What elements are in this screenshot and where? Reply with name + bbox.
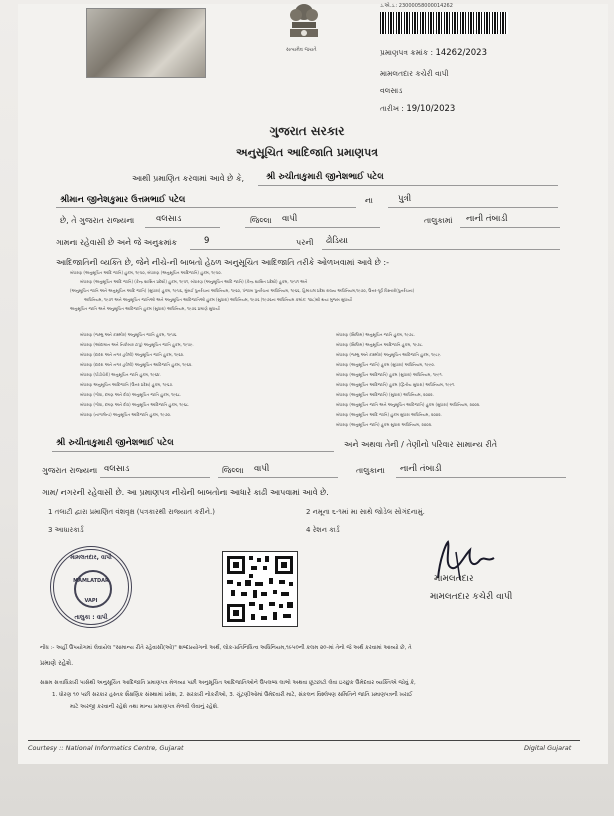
- footer-brand: Digital Gujarat: [524, 744, 572, 752]
- ashoka-emblem-icon: [282, 2, 326, 44]
- district-value-2: વાપી: [282, 214, 298, 224]
- issue-date: તારીખ : 19/10/2023: [380, 104, 456, 114]
- applicant-name-2: શ્રી રુચીતાકુમારી જીનેશભાઈ પટેલ: [56, 438, 174, 448]
- basis-item: 4 રેશન કાર્ડ: [306, 526, 340, 534]
- relation-value: પુત્રી: [398, 194, 412, 204]
- district-value-2-b: વાપી: [254, 464, 270, 474]
- schedule-statement: આદિજાતિની વ્યક્તિ છે, જેને નીચે-ની બાબતો હેઠળ અનુસૂચિત આદિજાતિ તરીકે ઓળખવામાં આવે છે :-: [56, 258, 389, 267]
- order-right-item: બંધારણ (સિક્કિમ) અનુસૂચિત આદિજાતિ હુકમ, ૧૯૭૮.: [336, 342, 424, 347]
- note-3: 1. ધોરણ ૧૦ પછી સરકાર હસ્તક શૈક્ષણિક સંસ્થામાં પ્રવેશ, 2. સરકારી નોકરીઓ, 3. ચૂંટણીઓમાં ઉમેદવારી માટે, સંકલન વિશ્લેષણ સમિતિને જાતિ પ્રમાણપત્રની ખરાઈ: [52, 692, 413, 698]
- father-name: શ્રીમાન જીનેશકુમાર ઉત્તમભાઈ પટેલ: [60, 195, 186, 205]
- stamp-mid-text-1: MAMLATDAR: [73, 578, 109, 584]
- order-left-item: બંધારણ (દાદરા અને નગર હવેલી) અનુસૂચિત જાતિ હુકમ, ૧૯૬૨.: [80, 352, 185, 357]
- order-right-item: બંધારણ (અનુસૂચિત જાતિ) હુકમ સુધારા અધિનિયમ, ૨૦૦૨.: [336, 422, 433, 427]
- government-title: ગુજરાત સરકાર: [269, 124, 345, 138]
- order-left-item: બંધારણ (પોંડીચેરી) અનુસૂચિત જાતિ હુકમ, ૧૯૬૪.: [80, 372, 161, 377]
- orders-list: [70, 268, 590, 313]
- orders-left-column: [80, 330, 330, 420]
- family-text: અને અથવા તેની / તેણીનો પરિવાર સામાન્ય રીતે: [344, 440, 498, 449]
- district-label-b: જિલ્લા: [222, 466, 244, 475]
- taluka-label: તાલુકામાં: [424, 216, 453, 225]
- order-left-item: બંધારણ અનુસૂચિત આદિજાતિ (ઉત્તર પ્રદેશ) હુકમ, ૧૯૬૭.: [80, 382, 174, 387]
- official-stamp: [50, 546, 132, 628]
- signatory-role: મામલતદાર: [434, 574, 474, 584]
- relation-label: ના: [365, 196, 373, 205]
- serial-number: 9: [204, 236, 210, 246]
- order-left-item: બંધારણ (નાગાલેન્ડ) અનુસૂચિત આદિજાતિ હુકમ, ૧૯૭૦.: [80, 412, 172, 417]
- order-line: બંધારણ (અનુસૂચિત આદિ જાતિ) (કેન્દ્ર શાસિત પ્રદેશો) હુકમ, ૧૯૫૧, બંધારણ (અનુસૂચિત આદિ જાતિ) (કેન્દ્ર શાસિત પ્રદેશો) હુકમ, ૧૯૫૧ અને: [80, 279, 308, 284]
- order-right-item: બંધારણ (અનુસૂચિત આદિ જાતિ) હુકમ સુધારા અધિનિયમ, ૨૦૦૨.: [336, 412, 442, 417]
- stamp-top-text: મામલતદાર, વાપી: [70, 554, 112, 561]
- signatory-office: મામલતદાર કચેરી વાપી: [430, 592, 513, 602]
- basis-item: 3 આધારકાર્ડ: [48, 526, 84, 534]
- order-right-item: બંધારણ (અનુસૂચિત આદિજાતિ) (સુધારા) અધિનિયમ, ૨૦૦૨.: [336, 392, 434, 397]
- orders-right-column: [336, 330, 586, 430]
- certify-prefix: આથી પ્રમાણિત કરવામાં આવે છે કે,: [132, 174, 245, 183]
- order-left-item: બંધારણ (આંદામાન અને નિકોબાર ટાપુ) અનુસૂચિત જાતિ હુકમ, ૧૯૫૯.: [80, 342, 194, 347]
- issuing-district: વલસાડ: [380, 86, 403, 95]
- village-line: ગામ/ નગરની રહેવાસી છે. આ પ્રમાણપત્ર નીચેની બાબતોના આધારે કાઢી આપવામાં આવે છે.: [42, 488, 329, 497]
- order-right-item: બંધારણ (અનુસૂચિત જાતિ) હુકમ (સુધારા) અધિનિયમ, ૧૯૯૦.: [336, 362, 436, 367]
- order-right-item: બંધારણ (અનુસૂચિત જાતિ અને અનુસૂચિત આદિજાતિ) હુકમ (સુધારા) અધિનિયમ, ૨૦૦૨.: [336, 402, 481, 407]
- certificate-number: પ્રમાણપત્ર ક્રમાંક : 14262/2023: [380, 48, 487, 58]
- taluka-label-b: તાલુકાના: [356, 466, 385, 475]
- district-value: વલસાડ: [156, 214, 182, 224]
- order-right-item: બંધારણ (જમ્મુ અને કાશ્મીર) અનુસૂચિત આદિજાતિ હુકમ, ૧૯૮૯.: [336, 352, 442, 357]
- note-1: નોંધ :- અહીં ઉપયોગમાં લેવાયેલ "સામાન્ય રીતે રહેવાસી(ઓ)" શબ્દપ્રયોગનો અર્થ, લોક-પ્રતિનિધિત્વ અધિનિયમ,૧૯૫૦ની કલમ ૨૦-માં તેનો જે અર્થ કરવામાં આવ્યો છે, તે: [40, 645, 412, 651]
- state-prefix: છે, તે ગુજરાત રાજ્યના: [60, 216, 135, 225]
- order-right-item: બંધારણ (સિક્કિમ) અનુસૂચિત જાતિ હુકમ, ૧૯૭૮.: [336, 332, 416, 337]
- state-prefix-2: ગુજરાત રાજ્યના: [42, 466, 98, 475]
- footer-divider: [28, 740, 580, 741]
- basis-item: 2 નમૂના ૬-૧માં મા સાથે જોડેલ સોગંદનામું.: [306, 508, 425, 516]
- order-left-item: બંધારણ (ગોવા, દમણ અને દીવ) અનુસૂચિત જાતિ હુકમ, ૧૯૬૮.: [80, 392, 182, 397]
- qr-code: [222, 551, 298, 627]
- stamp-mid-text-2: VAPI: [84, 598, 98, 604]
- district-value-b: વલસાડ: [104, 464, 130, 474]
- order-right-item: બંધારણ (અનુસૂચિત આદિજાતિ) હુકમ (સુધારા) અધિનિયમ, ૧૯૯૧.: [336, 372, 443, 377]
- applicant-photo: [86, 8, 206, 78]
- barcode: [380, 12, 508, 34]
- taluka-value: નાની તંબાડી: [466, 214, 508, 224]
- order-line: અનુસૂચિત જાતિ અને અનુસૂચિત આદિજાતિ હુકમ (સુધારા) અધિનિયમ, ૧૯૭૬ પ્રમાણે સુધાર્યા: [70, 306, 220, 311]
- order-left-item: બંધારણ (જમ્મુ અને કાશ્મીર) અનુસૂચિત જાતિ હુકમ, ૧૯૫૬.: [80, 332, 178, 337]
- note-4: માટે અરજી કરવાની રહેશે તથા માન્ય પ્રમાણપત્ર મેળવી લેવાનું રહેશે.: [70, 704, 219, 710]
- order-left-item: બંધારણ (ગોવા, દમણ અને દીવ) અનુસૂચિત આદિજાતિ હુકમ, ૧૯૬૮.: [80, 402, 190, 407]
- order-line: બંધારણ (અનુસૂચિત આદિ જાતિ) હુકમ, ૧૯૫૦, બંધારણ (અનુસૂચિત આદિજાતિ) હુકમ, ૧૯૫૦.: [70, 270, 222, 275]
- applicant-name: શ્રી રુચીતાકુમારી જીનેશભાઈ પટેલ: [266, 172, 384, 182]
- basis-item: 1 તલાટી દ્વારા પ્રમાણિત વંશવૃક્ષ (પત્રકારથી રાજ્યાત કરીને.): [48, 508, 215, 516]
- order-right-item: બંધારણ (અનુસૂચિત આદિજાતિ) હુકમ (દ્વિતીય સુધારા) અધિનિયમ, ૧૯૯૧.: [336, 382, 456, 387]
- stamp-bottom-text: તાલુકા : વાપી: [74, 614, 108, 621]
- emblem-caption: સત્યમેવ જયતે: [286, 47, 317, 53]
- district-label: જિલ્લા: [250, 216, 272, 225]
- tribe-value: ઢોડિયા: [326, 236, 348, 246]
- issuing-office: મામલતદાર કચેરી વાપી: [380, 69, 449, 78]
- order-left-item: બંધારણ (દાદરા અને નગર હવેલી) અનુસૂચિત આદિજાતિ હુકમ, ૧૯૬૨.: [80, 362, 193, 367]
- village-serial-prefix: ગામના રહેવાસી છે અને જે અનુક્રમાંક: [56, 238, 178, 247]
- footer-courtesy: Courtesy :: National Informatics Centre, Gujarat: [28, 744, 184, 752]
- order-line: અધિનિયમ, ૧૯૭૧ અને અનુસૂચિત જાતિઓ અને અનુસૂચિત આદિજાતિઓ હુકમ (સુધારા) અધિનિયમ, ૧૯૭૬ (૧૯૭૬ના અધિનિયમ ક્રમાંક: ૧૦૮)થી થયા મુજબ સુધાર્યા: [84, 297, 352, 302]
- taluka-value-b: નાની તંબાડી: [400, 464, 442, 474]
- order-line: (અનુસૂચિત જાતિ અને અનુસૂચિત આદિ જાતિ) (સુધારા) હુકમ, ૧૯૫૬, મુંબઈ પુનર્રચના અધિનિયમ, ૧૯૬૦, પંજાબ પુનર્રચના અધિનિયમ, ૧૯૬૬, હિમાચલ પ્રદેશ રાજ્ય અધિનિયમ,૧૯૭૦, ઉત્તર-પૂર્વ વિસ્તારો(પુનર્રચના): [70, 288, 415, 293]
- note-2: સક્ષમ સત્તાધિકારી પાસેથી અનુસૂચિત આદિજાતિ પ્રમાણપત્ર મેળવ્યા પછી અનુસૂચિત આદિજાતિઓને ઉપલબ્ધ લાભો અથવા છૂટછાટો લેવા ઇચ્છુક ઉમેદવાર વ્યક્તિએ જોવું કે,: [40, 680, 416, 686]
- para-label: પરની: [296, 238, 314, 247]
- certificate-title: અનુસૂચિત આદિજાતિ પ્રમાણપત્ર: [235, 146, 379, 159]
- note-1b: પ્રમાણે રહેશે.: [40, 659, 74, 667]
- barcode-number: ડ.એ.ડ.: 23000058000014262: [380, 3, 453, 9]
